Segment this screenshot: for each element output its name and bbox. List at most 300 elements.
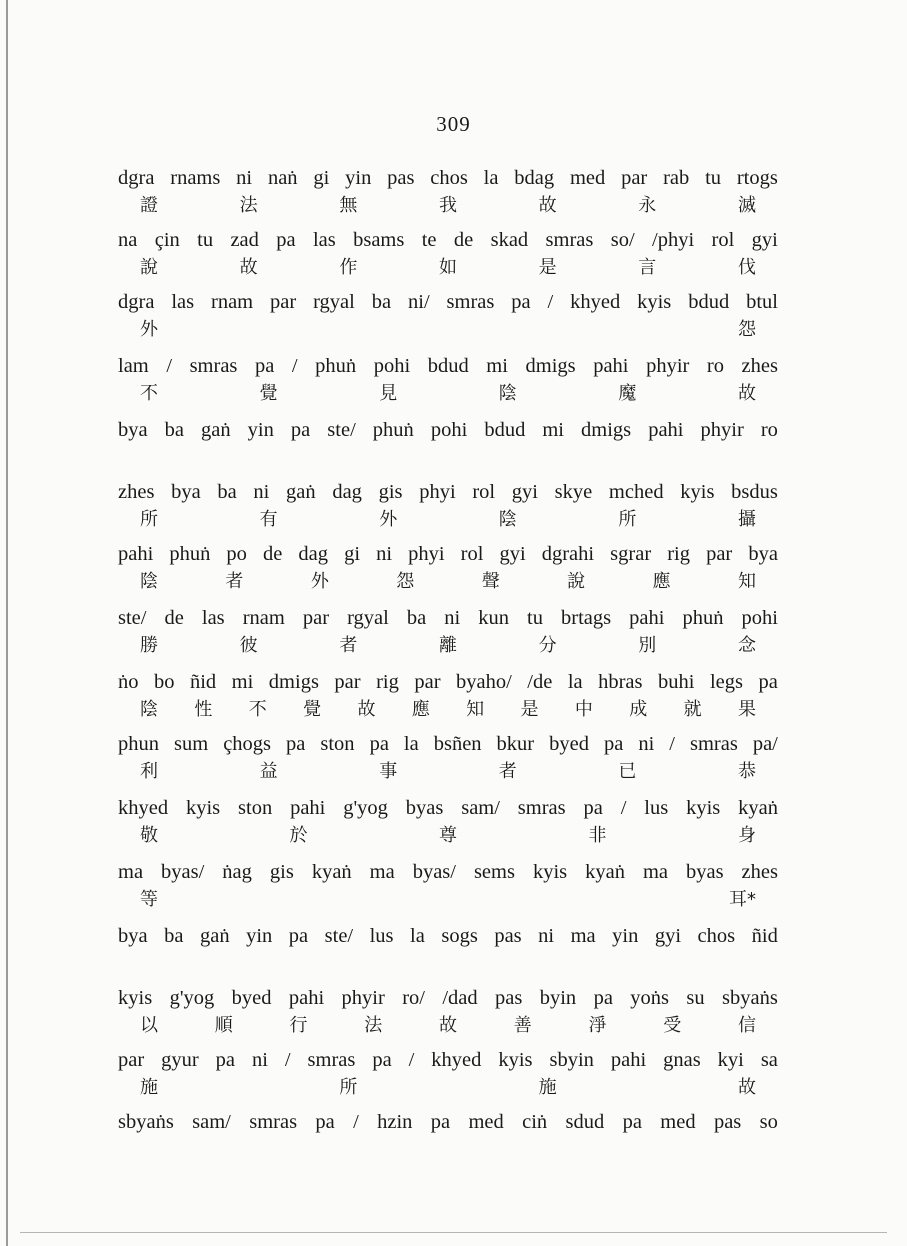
tibetan-word: pa	[511, 291, 531, 313]
chinese-gloss-char: 說	[140, 257, 158, 278]
tibetan-line	[118, 416, 778, 444]
tibetan-word: kyis	[686, 797, 721, 819]
tibetan-word: bdag	[514, 167, 555, 189]
chinese-gloss-line	[118, 886, 778, 914]
chinese-gloss-char: 外	[379, 509, 398, 530]
line-group	[118, 922, 778, 950]
tibetan-word: ba	[406, 607, 427, 629]
tibetan-word: ma	[642, 861, 668, 883]
chinese-gloss-char: 利	[140, 761, 158, 782]
tibetan-word: gi	[313, 167, 330, 189]
tibetan-word: rnam	[242, 607, 285, 629]
chinese-gloss-char: 是	[538, 257, 557, 278]
chinese-gloss-char: 覺	[303, 699, 322, 720]
tibetan-word: sa	[760, 1049, 778, 1071]
tibetan-word: sogs	[441, 925, 478, 947]
chinese-gloss-line	[118, 568, 778, 596]
tibetan-word: rnam	[211, 291, 254, 313]
chinese-gloss-char: 身	[738, 825, 756, 846]
chinese-gloss-line	[118, 254, 778, 282]
tibetan-word: ba	[217, 481, 237, 503]
chinese-gloss-char: 是	[520, 699, 539, 720]
tibetan-word: hzin	[377, 1111, 413, 1133]
tibetan-word: yin	[345, 167, 372, 189]
chinese-gloss-char: 勝	[140, 635, 158, 656]
tibetan-word: gis	[378, 481, 403, 503]
tibetan-word: gyur	[161, 1049, 199, 1071]
tibetan-line	[118, 226, 778, 254]
tibetan-word: bya	[171, 481, 201, 503]
tibetan-word: lus	[644, 797, 669, 819]
tibetan-word: pas	[387, 167, 415, 189]
tibetan-word: phyir	[700, 419, 744, 441]
line-group	[118, 668, 778, 724]
tibetan-word: /phyi	[652, 229, 695, 251]
tibetan-word: khyed	[431, 1049, 482, 1071]
chinese-gloss-char: 分	[538, 635, 557, 656]
tibetan-word: pas	[495, 987, 523, 1009]
tibetan-word: dmigs	[268, 671, 319, 693]
tibetan-word: sems	[473, 861, 515, 883]
tibetan-word: ste/	[327, 419, 356, 441]
tibetan-word: /	[620, 797, 627, 819]
chinese-gloss-char: 永	[638, 195, 657, 216]
tibetan-line	[118, 164, 778, 192]
tibetan-word: yin	[246, 925, 273, 947]
chinese-gloss-char: 以	[140, 1015, 158, 1036]
line-group	[118, 604, 778, 660]
tibetan-word: gaṅ	[286, 481, 316, 503]
tibetan-word: legs	[709, 671, 743, 693]
tibetan-word: phyir	[341, 987, 385, 1009]
tibetan-word: mched	[608, 481, 664, 503]
chinese-gloss-char: 已	[618, 761, 637, 782]
tibetan-word: pa	[622, 1111, 642, 1133]
tibetan-word: ba	[164, 419, 184, 441]
tibetan-word: la	[403, 733, 419, 755]
tibetan-line	[118, 1046, 778, 1074]
line-group	[118, 416, 778, 444]
tibetan-word: ṅag	[222, 861, 252, 883]
chinese-gloss-char: 言	[638, 257, 657, 278]
tibetan-word: byed	[231, 987, 272, 1009]
tibetan-word: kyis	[637, 291, 672, 313]
chinese-gloss-char: 者	[339, 635, 358, 656]
chinese-gloss-line	[118, 1074, 778, 1102]
chinese-gloss-char: 果	[737, 699, 756, 720]
tibetan-word: de	[262, 543, 283, 565]
tibetan-word: dmigs	[581, 419, 632, 441]
tibetan-word: kyis	[118, 987, 153, 1009]
chinese-gloss-char: 者	[498, 761, 517, 782]
left-margin-rule	[6, 0, 8, 1246]
tibetan-word: pahi	[648, 419, 684, 441]
tibetan-word: las	[312, 229, 336, 251]
tibetan-word: ro	[706, 355, 724, 377]
tibetan-word: phuṅ	[169, 543, 211, 565]
tibetan-word: bsdus	[731, 481, 778, 503]
chinese-gloss-char: 聲	[481, 571, 500, 592]
chinese-gloss-line	[118, 758, 778, 786]
tibetan-word: par	[270, 291, 297, 313]
chinese-gloss-char: 恭	[737, 761, 756, 782]
tibetan-word: pa/	[752, 733, 778, 755]
tibetan-word: ciṅ	[522, 1111, 548, 1133]
tibetan-word: ma	[118, 861, 144, 883]
chinese-gloss-char: 者	[225, 571, 244, 592]
tibetan-line	[118, 922, 778, 950]
chinese-gloss-line	[118, 822, 778, 850]
tibetan-word: pa	[254, 355, 275, 377]
chinese-gloss-char: 順	[214, 1015, 233, 1036]
tibetan-word: pa	[430, 1111, 451, 1133]
chinese-gloss-char: 淨	[588, 1015, 607, 1036]
tibetan-word: sbyaṅs	[118, 1111, 174, 1133]
chinese-gloss-char: 應	[411, 699, 430, 720]
tibetan-line	[118, 984, 778, 1012]
tibetan-word: ñid	[189, 671, 217, 693]
tibetan-word: so	[759, 1111, 778, 1133]
tibetan-word: phyir	[646, 355, 690, 377]
chinese-gloss-char: 就	[683, 699, 702, 720]
tibetan-word: smras	[517, 797, 566, 819]
tibetan-word: zhes	[741, 355, 778, 377]
tibetan-word: mi	[231, 671, 254, 693]
tibetan-word: so/	[610, 229, 635, 251]
chinese-gloss-char: 故	[357, 699, 376, 720]
tibetan-word: dmigs	[525, 355, 576, 377]
tibetan-word: buhi	[658, 671, 695, 693]
tibetan-word: bdud	[688, 291, 730, 313]
tibetan-word: dgra	[118, 291, 155, 313]
tibetan-word: bo	[153, 671, 175, 693]
chinese-gloss-char: 法	[364, 1015, 383, 1036]
tibetan-word: rnams	[170, 167, 221, 189]
chinese-gloss-char: 信	[738, 1015, 756, 1036]
tibetan-word: gyi	[654, 925, 682, 947]
chinese-gloss-line	[118, 506, 778, 534]
tibetan-word: bsñen	[433, 733, 482, 755]
tibetan-word: ni/	[408, 291, 430, 313]
chinese-gloss-char: 滅	[737, 195, 756, 216]
chinese-gloss-char: 施	[140, 1077, 158, 1098]
tibetan-word: gyi	[511, 481, 538, 503]
tibetan-word: smras	[446, 291, 495, 313]
tibetan-word: zhes	[118, 481, 155, 503]
chinese-gloss-char: 陰	[498, 383, 517, 404]
chinese-gloss-char: 故	[538, 195, 557, 216]
tibetan-word: pa	[593, 987, 613, 1009]
tibetan-word: gi	[344, 543, 361, 565]
tibetan-word: rtogs	[736, 167, 778, 189]
chinese-gloss-char: 所	[339, 1077, 358, 1098]
chinese-gloss-char: 覺	[259, 383, 278, 404]
tibetan-word: ston	[238, 797, 273, 819]
tibetan-word: pa	[603, 733, 624, 755]
tibetan-word: sum	[174, 733, 209, 755]
chinese-gloss-char: 作	[339, 257, 358, 278]
tibetan-word: rol	[472, 481, 496, 503]
chinese-gloss-char: 故	[737, 1077, 756, 1098]
tibetan-word: lus	[369, 925, 394, 947]
tibetan-word: chos	[697, 925, 736, 947]
chinese-gloss-char: 不	[140, 383, 158, 404]
tibetan-word: kyis	[680, 481, 715, 503]
chinese-gloss-char: 受	[663, 1015, 682, 1036]
chinese-gloss-char: 應	[652, 571, 671, 592]
chinese-gloss-char: 別	[638, 635, 657, 656]
tibetan-word: de	[164, 607, 184, 629]
chinese-gloss-char: 魔	[618, 383, 637, 404]
tibetan-word: byaho/	[456, 671, 512, 693]
tibetan-word: pa	[290, 419, 311, 441]
tibetan-word: smras	[189, 355, 238, 377]
tibetan-word: par	[621, 167, 648, 189]
tibetan-word: ni	[638, 733, 655, 755]
chinese-gloss-char: 故	[439, 1015, 457, 1036]
tibetan-word: dag	[298, 543, 329, 565]
tibetan-word: hbras	[598, 671, 643, 693]
tibetan-line	[118, 352, 778, 380]
line-group	[118, 1108, 778, 1136]
tibetan-word: bdud	[484, 419, 526, 441]
tibetan-word: sam/	[461, 797, 500, 819]
tibetan-word: /	[408, 1049, 415, 1071]
tibetan-word: khyed	[570, 291, 621, 313]
tibetan-word: rgyal	[313, 291, 355, 313]
chinese-gloss-char: 施	[538, 1077, 557, 1098]
tibetan-word: phuṅ	[682, 607, 724, 629]
chinese-gloss-char: 怨	[396, 571, 415, 592]
chinese-gloss-char: 尊	[439, 825, 457, 846]
tibetan-word: ni	[236, 167, 253, 189]
tibetan-word: chos	[430, 167, 468, 189]
tibetan-word: mi	[486, 355, 508, 377]
tibetan-word: /	[353, 1111, 359, 1133]
chinese-gloss-char: 善	[513, 1015, 532, 1036]
tibetan-word: kyis	[185, 797, 221, 819]
chinese-gloss-char: 如	[438, 257, 457, 278]
line-group	[118, 288, 778, 344]
tibetan-word: pa	[288, 925, 309, 947]
chinese-gloss-char: 成	[629, 699, 648, 720]
tibetan-word: pa	[286, 733, 306, 755]
tibetan-line	[118, 730, 778, 758]
tibetan-word: /de	[527, 671, 553, 693]
tibetan-word: naṅ	[267, 167, 298, 189]
tibetan-word: pa	[583, 797, 603, 819]
chinese-gloss-line	[118, 192, 778, 220]
tibetan-word: tu	[527, 607, 543, 629]
tibetan-word: kyaṅ	[738, 797, 778, 819]
tibetan-word: smras	[249, 1111, 298, 1133]
chinese-gloss-char: 故	[737, 383, 756, 404]
chinese-gloss-char: 陰	[498, 509, 517, 530]
tibetan-word: ni	[376, 543, 393, 565]
line-group	[118, 478, 778, 534]
line-group	[118, 226, 778, 282]
tibetan-word: med	[468, 1111, 504, 1133]
tibetan-word: na	[118, 229, 138, 251]
tibetan-word: /	[547, 291, 554, 313]
chinese-gloss-char: 見	[379, 383, 398, 404]
tibetan-word: phun	[118, 733, 159, 755]
tibetan-word: mi	[542, 419, 564, 441]
chinese-gloss-char: 有	[259, 509, 278, 530]
tibetan-word: gyi	[499, 543, 526, 565]
tibetan-word: las	[201, 607, 225, 629]
tibetan-word: smras	[690, 733, 738, 755]
chinese-gloss-char: 離	[438, 635, 457, 656]
tibetan-word: skad	[490, 229, 529, 251]
tibetan-word: zhes	[741, 861, 778, 883]
tibetan-word: lam	[118, 355, 149, 377]
tibetan-word: /dad	[442, 987, 478, 1009]
tibetan-word: çhogs	[223, 733, 272, 755]
tibetan-word: pa	[372, 1049, 392, 1071]
tibetan-word: kun	[478, 607, 509, 629]
tibetan-word: phuṅ	[372, 419, 414, 441]
tibetan-word: byas/	[161, 861, 205, 883]
tibetan-word: dgrahi	[541, 543, 595, 565]
tibetan-word: zad	[230, 229, 259, 251]
tibetan-word: çin	[154, 229, 180, 251]
tibetan-word: byas	[685, 861, 724, 883]
tibetan-word: de	[453, 229, 474, 251]
chinese-gloss-char: 耳*	[729, 889, 756, 910]
tibetan-word: ma	[570, 925, 596, 947]
line-group	[118, 164, 778, 220]
tibetan-word: pahi	[610, 1049, 647, 1071]
tibetan-line	[118, 478, 778, 506]
tibetan-word: byin	[539, 987, 577, 1009]
tibetan-word: pa	[315, 1111, 335, 1133]
tibetan-word: g'yog	[343, 797, 388, 819]
chinese-gloss-line	[118, 696, 778, 724]
tibetan-word: skye	[554, 481, 593, 503]
tibetan-word: ni	[444, 607, 461, 629]
tibetan-word: ni	[253, 481, 270, 503]
chinese-gloss-char: 故	[239, 257, 258, 278]
tibetan-word: /	[669, 733, 675, 755]
chinese-gloss-line	[118, 632, 778, 660]
tibetan-word: kyis	[532, 861, 568, 883]
tibetan-word: ste/	[324, 925, 354, 947]
chinese-gloss-char: 中	[574, 699, 593, 720]
tibetan-word: brtags	[561, 607, 612, 629]
tibetan-word: pahi	[290, 797, 326, 819]
tibetan-word: byas	[405, 797, 444, 819]
tibetan-word: /	[291, 355, 298, 377]
chinese-gloss-char: 我	[438, 195, 457, 216]
tibetan-word: par	[334, 671, 361, 693]
tibetan-word: rig	[376, 671, 399, 693]
tibetan-word: pahi	[629, 607, 665, 629]
tibetan-word: dag	[332, 481, 362, 503]
tibetan-word: pas	[494, 925, 522, 947]
chinese-gloss-char: 說	[567, 571, 586, 592]
tibetan-word: sbyin	[549, 1049, 594, 1071]
tibetan-word: phyi	[408, 543, 445, 565]
tibetan-word: par	[706, 543, 733, 565]
tibetan-word: smras	[545, 229, 594, 251]
line-group	[118, 794, 778, 850]
chinese-gloss-char: 怨	[738, 319, 756, 340]
tibetan-line	[118, 604, 778, 632]
chinese-gloss-char: 陰	[140, 699, 158, 720]
tibetan-word: rol	[460, 543, 484, 565]
page-number: 309	[436, 112, 471, 136]
tibetan-word: pahi	[593, 355, 629, 377]
tibetan-line	[118, 288, 778, 316]
tibetan-word: bya	[748, 543, 778, 565]
tibetan-word: btul	[746, 291, 778, 313]
chinese-gloss-line	[118, 380, 778, 408]
tibetan-word: pahi	[288, 987, 325, 1009]
tibetan-line	[118, 1108, 778, 1136]
line-group	[118, 858, 778, 914]
tibetan-word: kyaṅ	[585, 861, 625, 883]
tibetan-word: bya	[118, 925, 148, 947]
chinese-gloss-char: 證	[140, 195, 158, 216]
tibetan-word: ro	[760, 419, 778, 441]
chinese-gloss-char: 敬	[140, 825, 158, 846]
chinese-gloss-char: 無	[339, 195, 358, 216]
chinese-gloss-char: 知	[737, 571, 756, 592]
tibetan-word: gnas	[663, 1049, 701, 1071]
chinese-gloss-char: 於	[289, 825, 308, 846]
chinese-gloss-char: 外	[140, 319, 158, 340]
tibetan-word: gaṅ	[199, 925, 230, 947]
tibetan-word: pohi	[373, 355, 411, 377]
tibetan-word: smras	[307, 1049, 356, 1071]
tibetan-word: ñid	[751, 925, 778, 947]
chinese-gloss-char: 攝	[737, 509, 756, 530]
tibetan-word: pahi	[118, 543, 154, 565]
tibetan-word: med	[569, 167, 606, 189]
bottom-margin-rule	[20, 1232, 887, 1233]
tibetan-word: par	[302, 607, 330, 629]
chinese-gloss-char: 不	[248, 699, 267, 720]
chinese-gloss-char: 念	[737, 635, 756, 656]
tibetan-word: ṅo	[118, 671, 139, 693]
line-group	[118, 352, 778, 408]
tibetan-word: ba	[164, 925, 184, 947]
tibetan-word: ma	[369, 861, 395, 883]
tibetan-word: sbyaṅs	[722, 987, 778, 1009]
tibetan-word: la	[410, 925, 425, 947]
tibetan-word: g'yog	[169, 987, 215, 1009]
tibetan-line	[118, 794, 778, 822]
tibetan-word: bya	[118, 419, 148, 441]
line-group	[118, 984, 778, 1040]
tibetan-word: po	[226, 543, 247, 565]
tibetan-word: gyi	[751, 229, 778, 251]
tibetan-word: pas	[713, 1111, 742, 1133]
tibetan-word: gaṅ	[201, 419, 231, 441]
tibetan-word: ste/	[118, 607, 147, 629]
tibetan-word: /	[166, 355, 173, 377]
tibetan-word: rig	[667, 543, 690, 565]
tibetan-word: khyed	[118, 797, 169, 819]
chinese-gloss-char: 外	[310, 571, 329, 592]
tibetan-word: byed	[549, 733, 589, 755]
tibetan-word: ba	[371, 291, 392, 313]
tibetan-word: bsams	[353, 229, 405, 251]
chinese-gloss-char: 益	[259, 761, 278, 782]
tibetan-word: phuṅ	[315, 355, 357, 377]
tibetan-word: phyi	[419, 481, 456, 503]
